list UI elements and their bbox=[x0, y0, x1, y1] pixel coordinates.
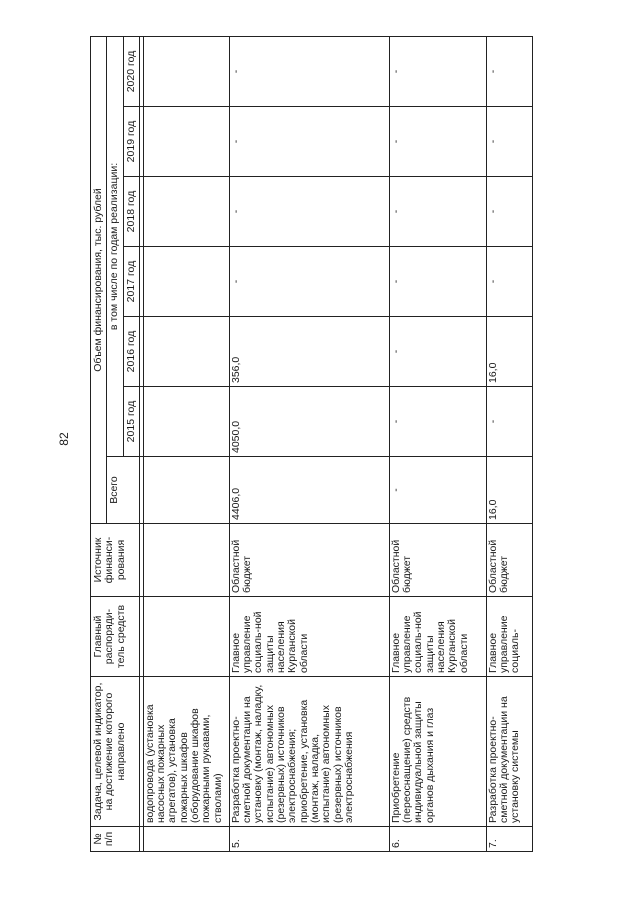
row-year-2016: - bbox=[389, 317, 486, 387]
header-year-2019: 2019 год bbox=[123, 107, 139, 177]
row-total bbox=[143, 457, 229, 524]
row-year-2016: 16,0 bbox=[486, 317, 532, 387]
row-year-2020: - bbox=[229, 36, 389, 106]
row-task: Разработка проектно-сметной документации на установку (монтаж, наладку, испытание) автономных (резервных) источников электроснабжения; приобретение, установка (монтаж, наладка, испытание) автономных (резервных) источников электроснабжения bbox=[229, 677, 389, 827]
row-year-2017 bbox=[143, 247, 229, 317]
row-source: Областной бюджет bbox=[229, 524, 389, 597]
header-year-2016: 2016 год bbox=[123, 317, 139, 387]
row-year-2017: - bbox=[486, 247, 532, 317]
row-manager: Главное управление социаль-ной защиты населения Курганской области bbox=[389, 597, 486, 677]
header-year-2018: 2018 год bbox=[123, 177, 139, 247]
header-funding: Объем финансирования, тыс. рублей bbox=[91, 36, 107, 523]
row-year-2015: - bbox=[389, 387, 486, 457]
row-source: Областной бюджет bbox=[486, 524, 532, 597]
row-year-2019: - bbox=[389, 107, 486, 177]
row-task: водопровода (установка насосных пожарных агрегатов), установка пожарных шкафов (оборудование шкафов пожарными рукавами, стволами) bbox=[143, 677, 229, 827]
row-manager: Главное управление социаль-ной защиты населения Курганской области bbox=[229, 597, 389, 677]
row-num bbox=[143, 827, 229, 852]
header-year-2015: 2015 год bbox=[123, 387, 139, 457]
table-row bbox=[486, 36, 532, 851]
header-task: Задача, целевой индикатор, на достижение которого направлено bbox=[91, 677, 140, 827]
row-num: 7. bbox=[486, 827, 532, 852]
row-year-2019: - bbox=[229, 107, 389, 177]
header-total: Всего bbox=[107, 457, 140, 524]
row-year-2018: - bbox=[389, 177, 486, 247]
funding-table bbox=[90, 36, 533, 852]
header-manager: Главный распоряди-тель средств bbox=[91, 597, 140, 677]
row-num: 5. bbox=[229, 827, 389, 852]
row-source bbox=[143, 524, 229, 597]
row-year-2015 bbox=[143, 387, 229, 457]
page-number: 82 bbox=[57, 432, 71, 446]
header-num: № п/п bbox=[91, 827, 140, 852]
row-year-2017: - bbox=[229, 247, 389, 317]
row-year-2020 bbox=[143, 36, 229, 106]
row-source: Областной бюджет bbox=[389, 524, 486, 597]
row-year-2016: 356,0 bbox=[229, 317, 389, 387]
row-year-2018: - bbox=[229, 177, 389, 247]
header-year-2017: 2017 год bbox=[123, 247, 139, 317]
row-manager bbox=[143, 597, 229, 677]
header-by-years: в том числе по годам реализации: bbox=[107, 36, 123, 456]
header-year-2020: 2020 год bbox=[123, 36, 139, 106]
row-task: Приобретение (переоснащение) средств индивидуальной защиты органов дыхания и глаз bbox=[389, 677, 486, 827]
table-row bbox=[389, 36, 486, 851]
row-year-2019: - bbox=[486, 107, 532, 177]
row-total: 16,0 bbox=[486, 457, 532, 524]
row-year-2019 bbox=[143, 107, 229, 177]
row-year-2020: - bbox=[486, 36, 532, 106]
row-task: Разработка проектно-сметной документации на установку системы bbox=[486, 677, 532, 827]
row-year-2016 bbox=[143, 317, 229, 387]
table-row bbox=[229, 36, 389, 851]
row-year-2018 bbox=[143, 177, 229, 247]
row-num: 6. bbox=[389, 827, 486, 852]
row-year-2015: 4050,0 bbox=[229, 387, 389, 457]
header-source: Источник финанси-рования bbox=[91, 524, 140, 597]
row-total: - bbox=[389, 457, 486, 524]
row-total: 4406,0 bbox=[229, 457, 389, 524]
row-year-2018: - bbox=[486, 177, 532, 247]
row-year-2017: - bbox=[389, 247, 486, 317]
table-row bbox=[143, 36, 229, 851]
row-year-2020: - bbox=[389, 36, 486, 106]
row-year-2015: - bbox=[486, 387, 532, 457]
row-manager: Главное управление социаль- bbox=[486, 597, 532, 677]
rotated-table-wrapper bbox=[90, 37, 615, 852]
